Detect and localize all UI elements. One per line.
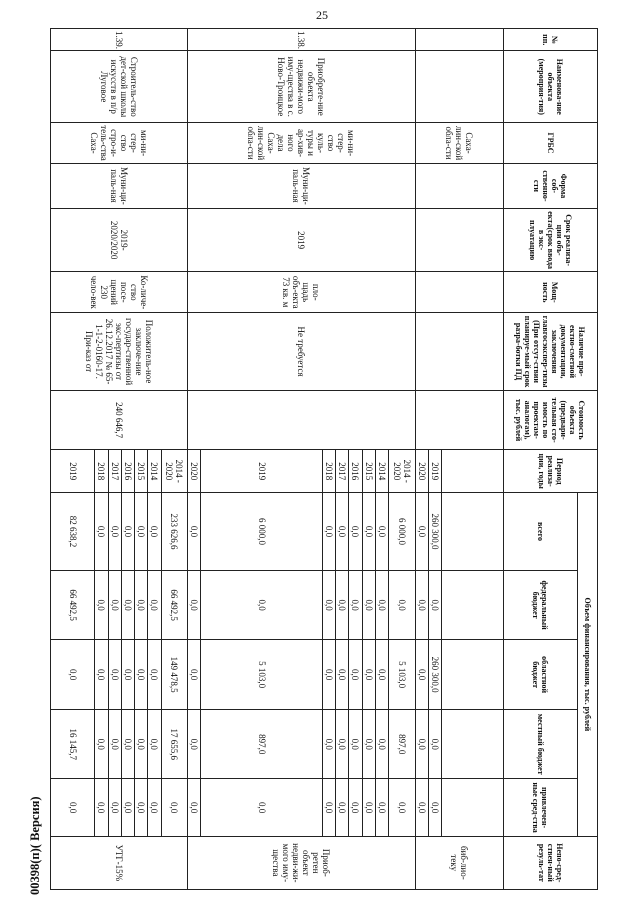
header-num: № пп. [504, 29, 598, 51]
cell-attracted: 0,0 [121, 779, 134, 836]
cell-attracted: 0,0 [349, 779, 362, 836]
header-total: всего [504, 493, 578, 571]
cell-total: 0,0 [375, 493, 388, 571]
obj139-name: Строитель-ство дет-ской школы искусств в п/р Луговое [51, 51, 188, 123]
cont-cell [442, 709, 504, 779]
cell-total: 0,0 [121, 493, 134, 571]
cont-docs [415, 313, 503, 391]
cell-total: 0,0 [135, 493, 148, 571]
cell-federal: 0,0 [362, 570, 375, 640]
cell-year: 2016 [349, 450, 362, 493]
cell-attracted: 0,0 [415, 779, 428, 836]
cell-year: 2015 [135, 450, 148, 493]
document-footer: 00398(п)( Версия) [28, 796, 42, 895]
cell-total: 0,0 [362, 493, 375, 571]
cell-year: 2018 [95, 450, 108, 493]
table-row [161, 29, 188, 890]
cell-regional: 0,0 [121, 640, 134, 710]
obj139-cost: 240 646,7 [51, 390, 188, 449]
obj138-term: 2019 [188, 208, 416, 271]
cell-regional: 5 103,0 [389, 640, 416, 710]
cell-local: 0,0 [148, 709, 161, 779]
cell-federal: 0,0 [415, 570, 428, 640]
cont-cell [442, 493, 504, 571]
cell-attracted: 0,0 [135, 779, 148, 836]
cell-attracted: 0,0 [161, 779, 188, 836]
cell-federal: 0,0 [375, 570, 388, 640]
cell-local: 0,0 [349, 709, 362, 779]
cell-federal: 0,0 [389, 570, 416, 640]
cell-regional: 0,0 [349, 640, 362, 710]
obj139-docs: Положитель-ное заключе-ние государ-ственной экс-пертизы от 26.12.2017 № 65-1-1-2-0160-17. При-каз от [51, 313, 188, 391]
cell-total: 6 000,0 [389, 493, 416, 571]
cell-regional: 0,0 [415, 640, 428, 710]
header-federal: федеральный бюджет [504, 570, 578, 640]
cell-local: 16 145,7 [51, 709, 95, 779]
cell-attracted: 0,0 [336, 779, 349, 836]
cell-federal: 66 492,5 [161, 570, 188, 640]
cell-year: 2018 [322, 450, 335, 493]
obj139-num: 1.39. [51, 29, 188, 51]
obj138-docs: Не требуется [188, 313, 416, 391]
cell-total: 0,0 [322, 493, 335, 571]
cell-year: 2017 [336, 450, 349, 493]
obj138-form: Муни-ци-паль-ная [188, 163, 416, 208]
cell-total: 0,0 [148, 493, 161, 571]
header-period: Период реализа-ции, годы [504, 450, 598, 493]
cont-term [415, 208, 503, 271]
obj139-term: 2019-2020/2020 [51, 208, 188, 271]
cell-regional: 0,0 [95, 640, 108, 710]
cell-federal: 0,0 [349, 570, 362, 640]
cell-regional: 0,0 [188, 640, 201, 710]
cell-local: 0,0 [415, 709, 428, 779]
funding-table [50, 28, 598, 890]
cell-federal: 0,0 [201, 570, 323, 640]
cell-regional: 5 103,0 [201, 640, 323, 710]
header-docs: Наличие про-ектно-сметной документации, заключения главгосэкспер-тизы (При отсут-ствии планируе-мый срок разра-ботки ПД [504, 313, 598, 391]
cell-total: 260 300,0 [428, 493, 441, 571]
cell-regional: 0,0 [375, 640, 388, 710]
cell-year: 2014 [375, 450, 388, 493]
obj139-grbs: ми-ни-стер-ство стро-и-тель-ства Саха- [51, 123, 188, 164]
cell-local: 0,0 [362, 709, 375, 779]
cell-local: 0,0 [375, 709, 388, 779]
cell-local: 17 655,6 [161, 709, 188, 779]
header-funding: Объем финансирования, тыс. рублей [578, 493, 598, 837]
obj138-power: пло-щадь объ-екта 73 кв. м [188, 272, 416, 313]
table-row [389, 29, 416, 890]
cell-local: 0,0 [95, 709, 108, 779]
cell-federal: 0,0 [188, 570, 201, 640]
cell-year: 2014 - 2020 [389, 450, 416, 493]
cell-local: 0,0 [188, 709, 201, 779]
cell-attracted: 0,0 [188, 779, 201, 836]
cell-federal: 0,0 [428, 570, 441, 640]
cell-year: 2016 [121, 450, 134, 493]
cell-year: 2019 [51, 450, 95, 493]
header-ownership: Форма соб-ственно-сти [504, 163, 598, 208]
cont-form [415, 163, 503, 208]
cell-regional: 0,0 [148, 640, 161, 710]
header-grbs: ГРБС [504, 123, 598, 164]
cell-federal: 0,0 [108, 570, 121, 640]
cell-regional: 0,0 [322, 640, 335, 710]
cell-year: 2020 [415, 450, 428, 493]
cont-result: биб-лио-теку [415, 836, 503, 889]
cell-attracted: 0,0 [108, 779, 121, 836]
cell-federal: 66 492,5 [51, 570, 95, 640]
cell-year: 2014 [148, 450, 161, 493]
cell-regional: 0,0 [336, 640, 349, 710]
obj138-result: Приоб-ретен объект недви-жи-мого иму-щества [188, 836, 416, 889]
cont-power [415, 272, 503, 313]
cell-attracted: 0,0 [389, 779, 416, 836]
cell-local: 0,0 [121, 709, 134, 779]
cell-total: 6 000,0 [201, 493, 323, 571]
cell-federal: 0,0 [95, 570, 108, 640]
cell-year: 2019 [428, 450, 441, 493]
cell-attracted: 0,0 [428, 779, 441, 836]
header-name: Наименова-ние объекта (мероприя-тия) [504, 51, 598, 123]
obj138-num: 1.38. [188, 29, 416, 51]
cell-federal: 0,0 [148, 570, 161, 640]
cell-federal: 0,0 [322, 570, 335, 640]
cont-year-blank [442, 450, 504, 493]
cell-year: 2015 [362, 450, 375, 493]
obj139-power: Ко-личе-ство посе-щений 230 чело-век [51, 272, 188, 313]
cell-federal: 0,0 [336, 570, 349, 640]
cont-cost [415, 390, 503, 449]
cell-year: 2019 [201, 450, 323, 493]
cont-cell [442, 640, 504, 710]
rotated-table-container [50, 28, 598, 890]
cell-total: 233 626,6 [161, 493, 188, 571]
cell-year: 2020 [188, 450, 201, 493]
cell-total: 0,0 [95, 493, 108, 571]
cell-local: 897,0 [389, 709, 416, 779]
header-cost: Стоимость объекта (предвари-тельная сто-имость по проектам-аналогам), тыс. рублей [504, 390, 598, 449]
cell-total: 82 638,2 [51, 493, 95, 571]
cont-cell [442, 779, 504, 836]
cell-regional: 0,0 [51, 640, 95, 710]
header-result: Непо-сред-ствен-ный резуль-тат [504, 836, 598, 889]
cell-total: 0,0 [349, 493, 362, 571]
cell-attracted: 0,0 [362, 779, 375, 836]
cell-year: 2017 [108, 450, 121, 493]
cont-cell [442, 570, 504, 640]
cell-local: 897,0 [201, 709, 323, 779]
cont-name [415, 51, 503, 123]
header-power: Мощ-ность [504, 272, 598, 313]
cell-regional: 0,0 [135, 640, 148, 710]
cell-total: 0,0 [188, 493, 201, 571]
cell-attracted: 0,0 [322, 779, 335, 836]
page-number: 25 [316, 8, 328, 22]
cell-attracted: 0,0 [95, 779, 108, 836]
header-local: местный бюджет [504, 709, 578, 779]
obj138-grbs: ми-ни-стер-ство куль-туры и ар-хив-ного дела Саха-лин-ской обла-сти [188, 123, 416, 164]
header-regional: областной бюджет [504, 640, 578, 710]
cell-attracted: 0,0 [51, 779, 95, 836]
obj139-result: УТГ-15% [51, 836, 188, 889]
cell-total: 0,0 [336, 493, 349, 571]
cell-local: 0,0 [336, 709, 349, 779]
cell-regional: 260 300,0 [428, 640, 441, 710]
obj138-name: Приобрете-ние объекта недвижи-мого иму-щества в с. Ново-Троицкое [188, 51, 416, 123]
header-attracted: привлечен-ные сред-ства [504, 779, 578, 836]
cell-total: 0,0 [108, 493, 121, 571]
cell-total: 0,0 [415, 493, 428, 571]
cell-federal: 0,0 [135, 570, 148, 640]
cell-year: 2014 - 2020 [161, 450, 188, 493]
obj139-form: Муни-ци-паль-ная [51, 163, 188, 208]
cell-federal: 0,0 [121, 570, 134, 640]
cell-local: 0,0 [322, 709, 335, 779]
cell-regional: 0,0 [362, 640, 375, 710]
cell-local: 0,0 [135, 709, 148, 779]
cell-attracted: 0,0 [375, 779, 388, 836]
header-term: Срок реализа-ции объ-екта(срок ввода в экс-плуатацию [504, 208, 598, 271]
obj138-cost [188, 390, 416, 449]
cell-attracted: 0,0 [201, 779, 323, 836]
cell-local: 0,0 [108, 709, 121, 779]
cell-regional: 149 478,5 [161, 640, 188, 710]
cont-num [415, 29, 503, 51]
cell-regional: 0,0 [108, 640, 121, 710]
cell-local: 0,0 [428, 709, 441, 779]
cont-grbs: Саха-лин-ской обла-сти [415, 123, 503, 164]
cell-attracted: 0,0 [148, 779, 161, 836]
